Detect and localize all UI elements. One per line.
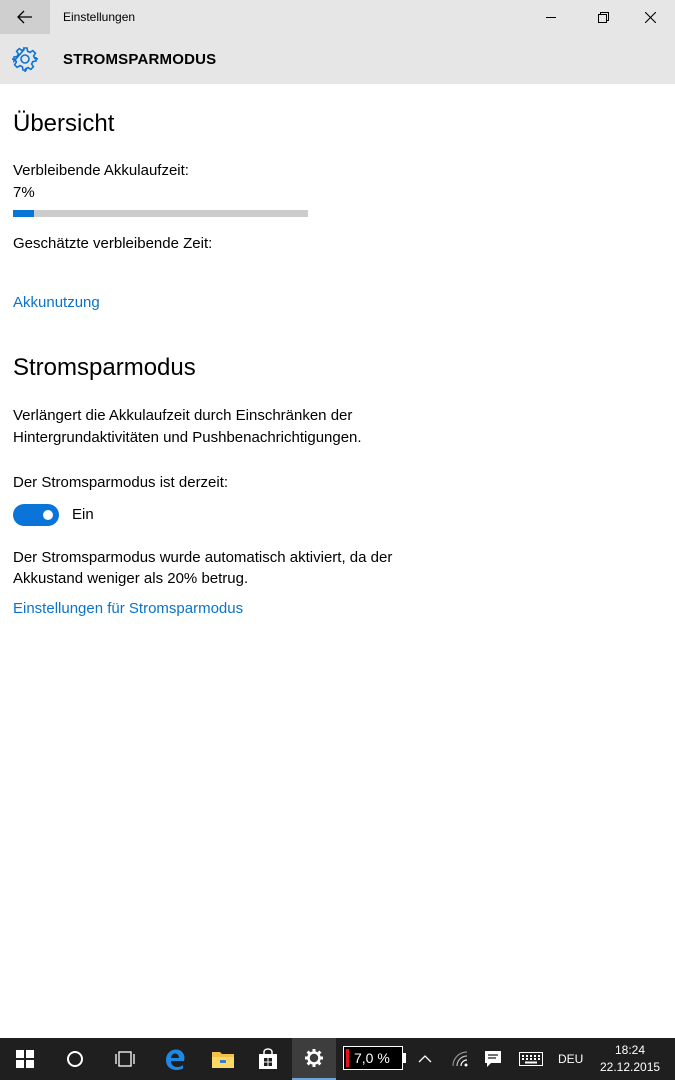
network-button[interactable] bbox=[448, 1038, 472, 1080]
battery-usage-link[interactable]: Akkunutzung bbox=[13, 294, 100, 311]
show-hidden-icons-button[interactable] bbox=[414, 1038, 436, 1080]
task-view-button[interactable] bbox=[100, 1038, 150, 1080]
settings-taskbar-button[interactable] bbox=[292, 1038, 336, 1080]
toggle-knob bbox=[43, 510, 53, 520]
battery-level-fill bbox=[346, 1049, 349, 1067]
windows-start-icon bbox=[16, 1050, 34, 1068]
page-header bbox=[0, 34, 675, 84]
back-button[interactable] bbox=[0, 0, 50, 34]
overview-heading: Übersicht bbox=[13, 110, 115, 137]
clock-time[interactable]: 18:24 bbox=[615, 1043, 646, 1057]
taskbar bbox=[0, 1038, 675, 1080]
battery-saver-settings-link[interactable]: Einstellungen für Stromsparmodus bbox=[13, 600, 244, 617]
toggle-state-label: Ein bbox=[72, 506, 94, 523]
auto-activation-note-line-1: Der Stromsparmodus wurde automatisch aktiviert, da der bbox=[13, 549, 393, 566]
saver-status-label: Der Stromsparmodus ist derzeit: bbox=[13, 474, 229, 491]
battery-indicator[interactable] bbox=[343, 1046, 403, 1070]
start-button[interactable] bbox=[0, 1038, 50, 1080]
cortana-icon bbox=[66, 1050, 84, 1068]
battery-progress-fill bbox=[13, 210, 34, 217]
wifi-icon bbox=[451, 1051, 469, 1067]
remaining-battery-label: Verbleibende Akkulaufzeit: bbox=[13, 162, 189, 179]
estimated-time-label: Geschätzte verbleibende Zeit: bbox=[13, 235, 213, 252]
battery-progress-bar bbox=[13, 210, 308, 217]
saver-description-line-2: Hintergrundaktivitäten und Pushbenachrichtigungen. bbox=[13, 429, 362, 446]
app-title: Einstellungen bbox=[63, 10, 136, 24]
store-button[interactable] bbox=[244, 1038, 292, 1080]
title-bar bbox=[0, 0, 675, 34]
restore-icon bbox=[598, 12, 609, 23]
battery-percentage: 7,0 % bbox=[354, 1050, 390, 1066]
action-center-icon bbox=[484, 1050, 502, 1068]
settings-icon bbox=[304, 1048, 324, 1068]
minimize-button[interactable] bbox=[528, 0, 574, 34]
task-view-icon bbox=[115, 1050, 135, 1068]
clock-date[interactable]: 22.12.2015 bbox=[600, 1060, 661, 1074]
edge-button[interactable] bbox=[150, 1038, 200, 1080]
remaining-battery-value: 7% bbox=[13, 184, 35, 201]
keyboard-icon bbox=[519, 1052, 543, 1066]
close-icon bbox=[645, 12, 656, 23]
saver-description-line-1: Verlängert die Akkulaufzeit durch Einschränken der bbox=[13, 407, 353, 424]
back-arrow-icon bbox=[17, 10, 33, 24]
page-title: STROMSPARMODUS bbox=[63, 51, 217, 68]
minimize-icon bbox=[546, 12, 557, 23]
battery-saver-heading: Stromsparmodus bbox=[13, 354, 196, 381]
touch-keyboard-button[interactable] bbox=[516, 1038, 546, 1080]
action-center-button[interactable] bbox=[481, 1038, 505, 1080]
battery-tip bbox=[403, 1053, 406, 1063]
close-button[interactable] bbox=[627, 0, 673, 34]
chevron-up-icon bbox=[418, 1054, 432, 1064]
store-icon bbox=[258, 1048, 278, 1070]
cortana-button[interactable] bbox=[50, 1038, 100, 1080]
maximize-button[interactable] bbox=[580, 0, 626, 34]
battery-saver-toggle[interactable] bbox=[13, 504, 59, 526]
auto-activation-note-line-2: Akkustand weniger als 20% betrug. bbox=[13, 570, 249, 587]
gear-icon bbox=[12, 46, 38, 72]
file-explorer-icon bbox=[211, 1049, 235, 1069]
edge-icon bbox=[164, 1048, 186, 1070]
file-explorer-button[interactable] bbox=[198, 1038, 248, 1080]
input-language[interactable]: DEU bbox=[558, 1052, 584, 1066]
